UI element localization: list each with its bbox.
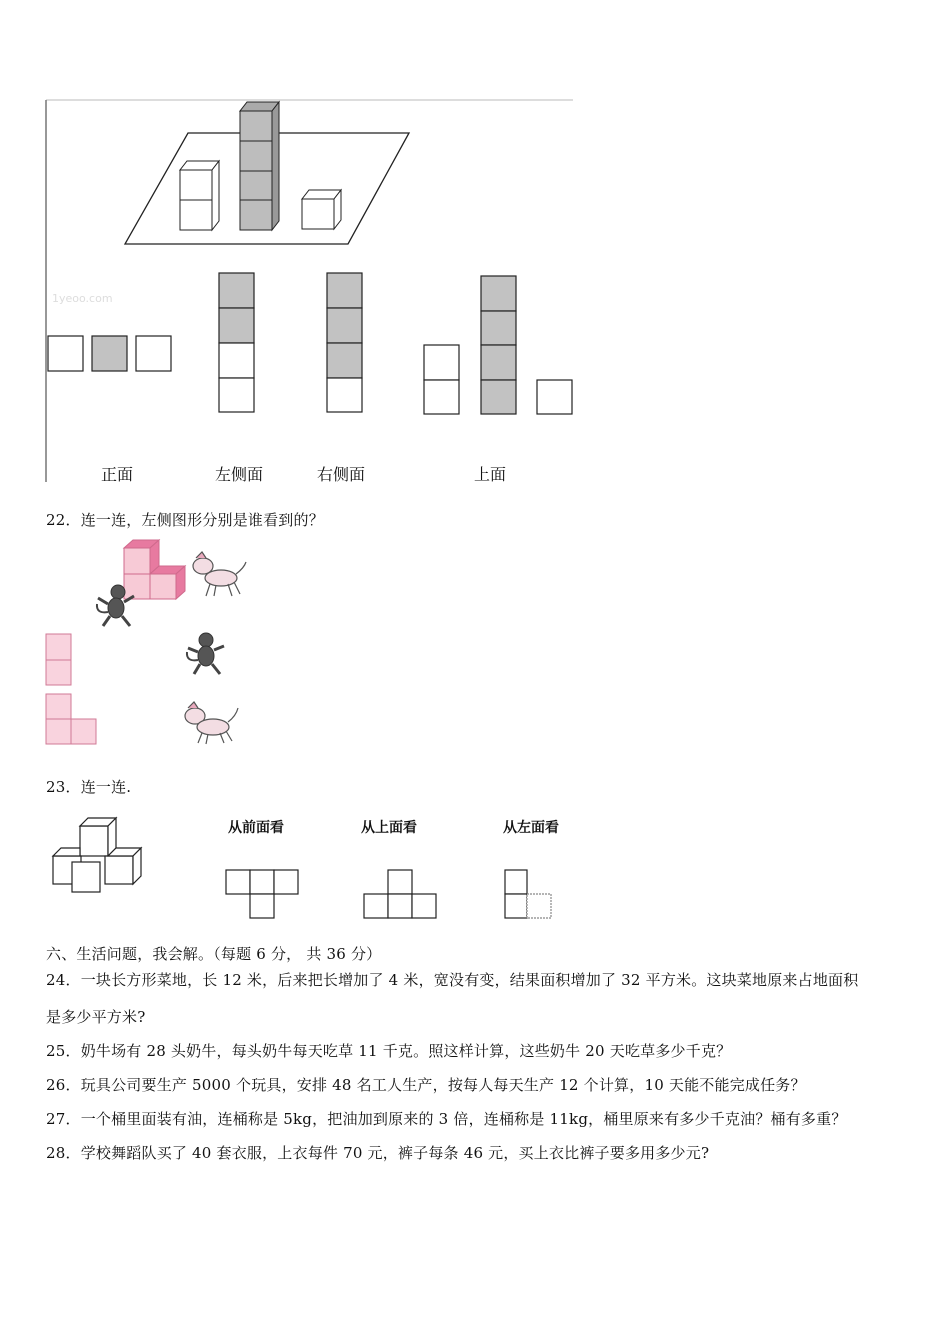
question-27 bbox=[46, 1108, 847, 1129]
cube-single bbox=[302, 190, 341, 229]
question-23 bbox=[46, 776, 131, 797]
question-text: 一个桶里面装有油，连桶称是 5kg，把油加到原来的 3 倍，连桶称是 11kg，桶里原来有多少千克油？桶有多重？ bbox=[80, 1110, 847, 1128]
question-25 bbox=[46, 1040, 731, 1061]
question-number: 23． bbox=[46, 778, 81, 796]
label-front-view: 从前面看 bbox=[228, 820, 284, 836]
question-24 bbox=[46, 969, 858, 990]
pink-view-l-shape bbox=[46, 694, 96, 744]
question-text: 一块长方形菜地，长 12 米，后来把长增加了 4 米，宽没有变，结果面积增加了 32 平方米。这块菜地原来占地面积 bbox=[80, 971, 859, 989]
question-28 bbox=[46, 1142, 709, 1163]
question-text: 奶牛场有 28 头奶牛，每头奶牛每天吃草 11 千克。照这样计算，这些奶牛 20 天吃草多少千克？ bbox=[80, 1042, 732, 1060]
monkey-icon bbox=[187, 633, 224, 674]
question-24-cont: 是多少平方米? bbox=[46, 1008, 146, 1026]
question-number: 24． bbox=[46, 971, 81, 989]
label-top: 上面 bbox=[474, 465, 507, 484]
question-text: 连一连，左侧图形分别是谁看到的？ bbox=[80, 511, 324, 529]
question-text: 玩具公司要生产 5000 个玩具，安排 48 名工人生产，按每人每天生产 12 个计算，10 天能不能完成任务？ bbox=[80, 1076, 806, 1094]
label-right-side: 右侧面 bbox=[317, 465, 366, 484]
question-number: 26． bbox=[46, 1076, 81, 1094]
dog-icon bbox=[185, 702, 238, 744]
question-22 bbox=[46, 509, 324, 530]
view-top-shape bbox=[364, 870, 436, 918]
question-number: 28． bbox=[46, 1144, 81, 1162]
label-front: 正面 bbox=[101, 465, 134, 484]
view-front bbox=[48, 336, 171, 371]
dog-icon bbox=[193, 552, 246, 596]
section-six-heading: 六、生活问题，我会解。（每题 6 分， 共 36 分） bbox=[46, 945, 382, 963]
question-text: 学校舞蹈队买了 40 套衣服，上衣每件 70 元，裤子每条 46 元，买上衣比裤子要多用多少元? bbox=[80, 1144, 710, 1162]
view-top bbox=[424, 276, 572, 414]
view-front-shape bbox=[226, 870, 298, 918]
question-text: 连一连. bbox=[80, 778, 132, 796]
view-left bbox=[219, 273, 254, 412]
figure-23-views bbox=[0, 0, 560, 100]
label-left-side: 左侧面 bbox=[215, 465, 264, 484]
watermark: 1yeoo.com bbox=[52, 292, 113, 305]
label-left-view: 从左面看 bbox=[503, 820, 559, 836]
question-number: 25． bbox=[46, 1042, 81, 1060]
view-left-shape bbox=[505, 870, 551, 918]
question-26 bbox=[46, 1074, 806, 1095]
pink-view-column bbox=[46, 634, 71, 685]
question-number: 22． bbox=[46, 511, 81, 529]
label-top-view: 从上面看 bbox=[361, 820, 417, 836]
view-right bbox=[327, 273, 362, 412]
question-number: 27． bbox=[46, 1110, 81, 1128]
pink-block-3d bbox=[124, 540, 185, 599]
